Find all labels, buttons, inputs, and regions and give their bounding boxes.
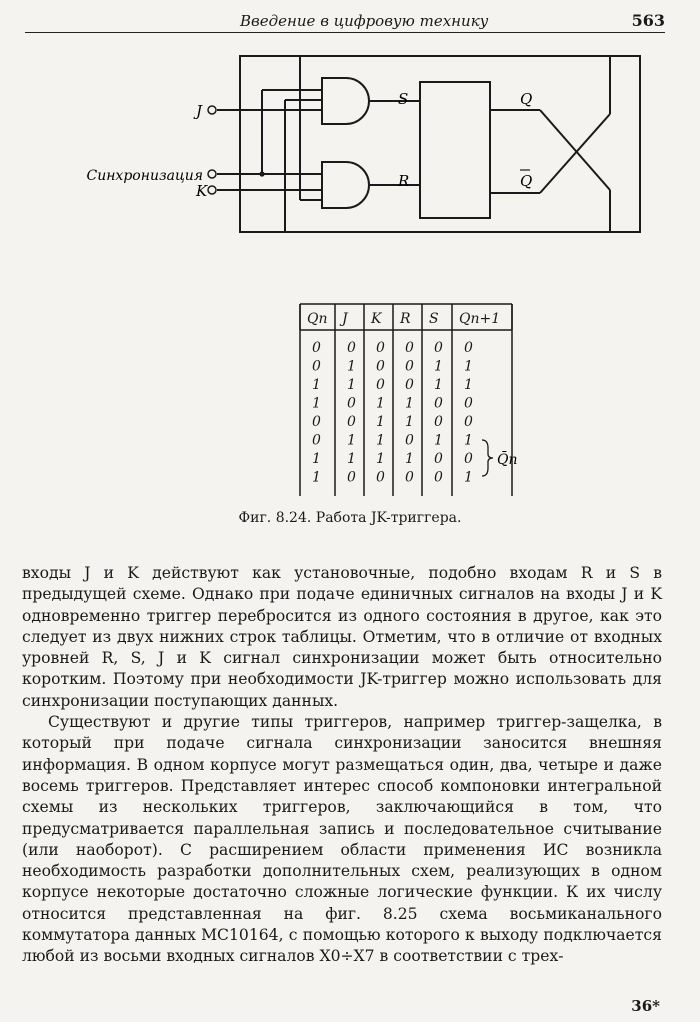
- table-cell: 1: [405, 414, 414, 430]
- signature-mark: 36*: [631, 997, 660, 1015]
- input-sync-terminal: [208, 170, 216, 178]
- table-cell: 1: [312, 395, 321, 412]
- and-gate-upper: [322, 78, 369, 124]
- sync-junction: [259, 171, 264, 176]
- label-s: S: [398, 90, 409, 108]
- jk-circuit-diagram: [0, 40, 700, 290]
- table-cell: 0: [312, 432, 321, 449]
- table-cell: 0: [376, 358, 385, 375]
- page-number: 563: [631, 11, 665, 30]
- brace-label: Q̄n: [497, 452, 518, 468]
- table-header-cell: S: [429, 311, 439, 327]
- table-cell: 1: [434, 377, 443, 393]
- table-cell: 0: [405, 358, 414, 375]
- table-cell: 0: [434, 395, 443, 412]
- running-header: [25, 6, 665, 33]
- table-cell: 1: [312, 377, 321, 393]
- table-cell: 0: [405, 377, 414, 393]
- table-cell: 1: [376, 432, 385, 449]
- table-cell: 0: [405, 469, 414, 486]
- truth-table: [0, 300, 700, 500]
- table-cell: 1: [312, 469, 321, 486]
- table-cell: 0: [464, 414, 473, 430]
- running-head-title: Введение в цифровую технику: [240, 12, 489, 30]
- table-cell: 1: [464, 377, 473, 393]
- and-gate-lower: [322, 162, 369, 208]
- table-cell: 0: [434, 414, 443, 430]
- table-cell: 1: [434, 432, 443, 449]
- table-header-cell: Qn: [307, 311, 328, 327]
- table-cell: 0: [434, 469, 443, 486]
- table-cell: 0: [464, 451, 473, 467]
- label-qbar: Q: [520, 172, 533, 190]
- table-cell: 0: [376, 469, 385, 486]
- label-j: J: [196, 102, 203, 120]
- table-header-cell: R: [400, 311, 411, 327]
- table-cell: 1: [347, 432, 356, 449]
- label-r: R: [398, 172, 410, 190]
- table-header-cell: J: [342, 311, 348, 327]
- table-cell: 1: [464, 432, 473, 449]
- table-cell: 0: [347, 469, 356, 486]
- table-cell: 1: [376, 451, 385, 467]
- table-cell: 0: [434, 340, 443, 356]
- rs-flipflop-block: [420, 82, 490, 218]
- table-cell: 0: [347, 340, 356, 356]
- table-cell: 1: [347, 358, 356, 375]
- table-cell: 0: [347, 395, 356, 412]
- table-cell: 1: [464, 469, 473, 486]
- table-cell: 0: [347, 414, 356, 430]
- table-cell: 0: [312, 340, 321, 356]
- table-cell: 0: [376, 340, 385, 356]
- table-cell: 1: [434, 358, 443, 375]
- table-cell: 1: [376, 414, 385, 430]
- table-cell: 0: [376, 377, 385, 393]
- table-cell: 1: [347, 451, 356, 467]
- table-cell: 1: [405, 451, 414, 467]
- body-text: [22, 563, 662, 968]
- table-header-cell: K: [371, 311, 382, 327]
- brace-symbol: [482, 440, 493, 476]
- paragraph-2: Существуют и другие типы триггеров, например триггер-защелка, в который при подаче сигнала синхронизации заносится внешняя информация. В одном корпусе могут размещаться один, два, четыре и даже восемь триггеров. Представляет интерес способ компоновки интегральной схемы из нескольких триггеров, заключающийся в том, что предусматривается параллельная запись и последовательное считывание (или наоборот). С расширением области применения ИС возникла необходимость разработки дополнительных схем, реализующих в одном корпусе некоторые достаточно сложные логические функции. К их числу относится представленная на фиг. 8.25 схема восьмиканального коммутатора данных MC10164, с помощью которого к выходу подключается любой из восьми входных сигналов X0÷X7 в соответствии с трех-: [22, 713, 662, 966]
- input-j-terminal: [208, 106, 216, 114]
- table-cell: 0: [405, 340, 414, 356]
- table-cell: 0: [405, 432, 414, 449]
- label-sync: Синхронизация: [86, 168, 203, 184]
- input-k-terminal: [208, 186, 216, 194]
- table-cell: 0: [464, 395, 473, 412]
- table-cell: 0: [312, 358, 321, 375]
- table-cell: 1: [347, 377, 356, 393]
- table-cell: 1: [312, 451, 321, 467]
- table-cell: 0: [434, 451, 443, 467]
- paragraph-1: входы J и K действуют как установочные, подобно входам R и S в предыдущей схеме. Однако при подаче единичных сигналов на входы J и K одновременно триггер перебросится из одного состояния в другое, как это следует из двух нижних строк таблицы. Отметим, что в отличие от входных уровней R, S, J и K сигнал синхронизации может быть относительно коротким. Поэтому при необходимости JK-триггер можно использовать для синхронизации поступающих данных.: [22, 564, 662, 710]
- table-cell: 0: [464, 340, 473, 356]
- table-cell: 1: [376, 395, 385, 412]
- table-cell: 0: [312, 414, 321, 430]
- table-header-cell: Qn+1: [459, 311, 501, 327]
- figure-caption: Фиг. 8.24. Работа JK-триггера.: [238, 510, 462, 526]
- table-cell: 1: [464, 358, 473, 375]
- label-k: K: [196, 182, 208, 200]
- label-q: Q: [520, 90, 533, 108]
- table-cell: 1: [405, 395, 414, 412]
